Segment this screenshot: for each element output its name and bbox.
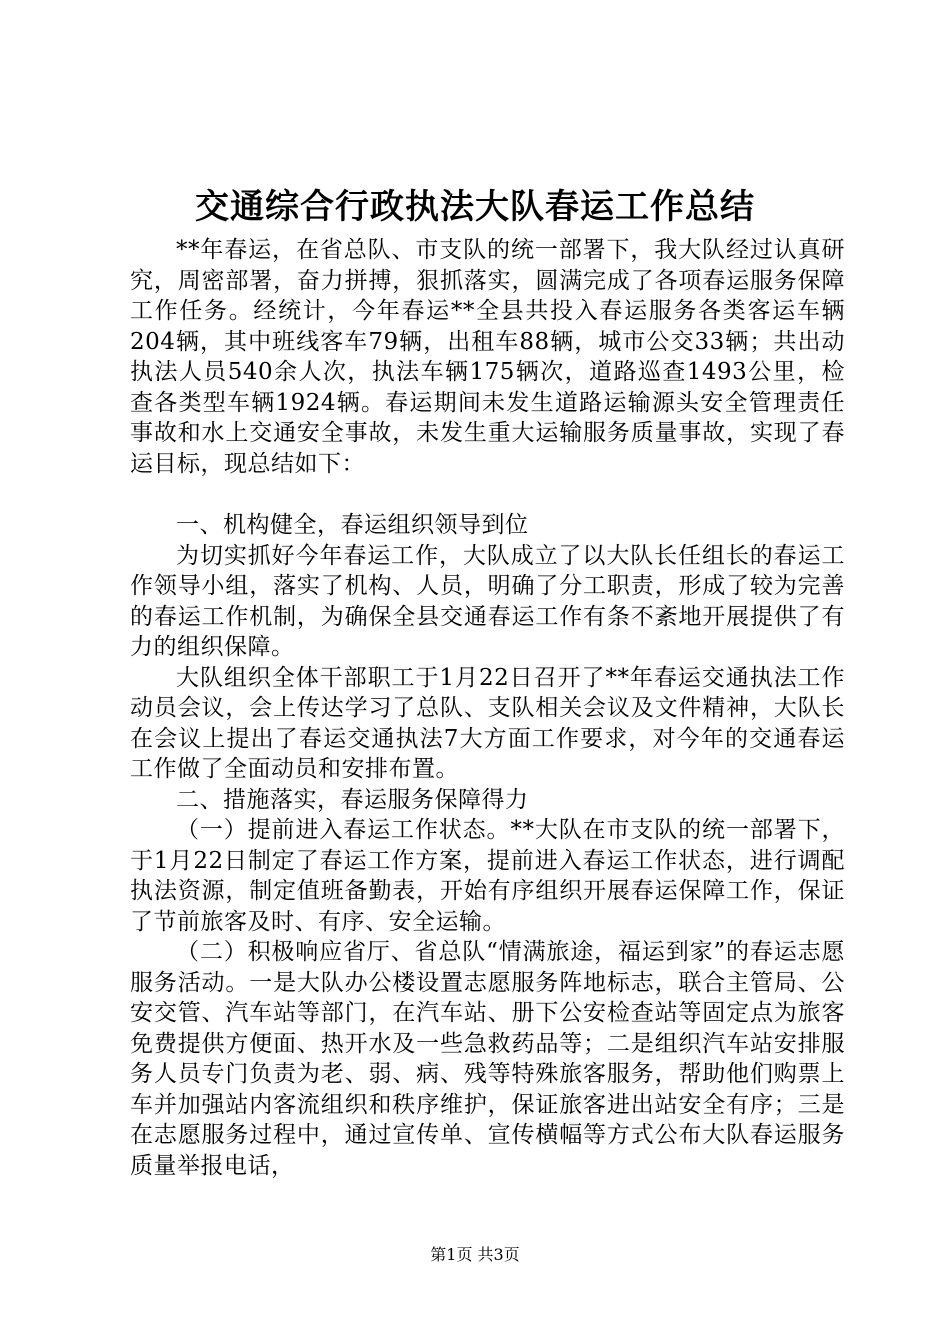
- document-body: [130, 235, 845, 1181]
- section-heading-2: 二、措施落实，春运服务保障得力: [176, 786, 529, 813]
- body-paragraph: （二）积极响应省厅、省总队“情满旅途，福运到家”的春运志愿服务活动。一是大队办公楼设置志愿服务阵地标志，联合主管局、公安交管、汽车站等部门，在汽车站、册下公安检查站等固定点为旅客免费提供方便面、热开水及一些急救药品等；二是组织汽车站安排服务人员专门负责为老、弱、病、残等特殊旅客服务，帮助他们购票上车并加强站内客流组织和秩序维护，保证旅客进出站安全有序；三是在志愿服务过程中，通过宣传单、宣传横幅等方式公布大队春运服务质量举报电话，: [130, 939, 845, 1179]
- body-paragraph: 为切实抓好今年春运工作，大队成立了以大队长任组长的春运工作领导小组，落实了机构、人员，明确了分工职责，形成了较为完善的春运工作机制，为确保全县交通春运工作有条不紊地开展提供了有力的组织保障。: [130, 542, 845, 660]
- section-heading-1: 一、机构健全，春运组织领导到位: [176, 512, 529, 538]
- intro-paragraph: **年春运，在省总队、市支队的统一部署下，我大队经过认真研究，周密部署，奋力拼搏，狠抓落实，圆满完成了各项春运服务保障工作任务。经统计，今年春运**全县共投入春运服务各类客运车辆204辆，其中班线客车79辆，出租车88辆，城市公交33辆；共出动执法人员540余人次，执法车辆175辆次，道路巡查1493公里，检查各类型车辆1924辆。春运期间未发生道路运输源头安全管理责任事故和水上交通安全事故，未发生重大运输服务质量事故，实现了春运目标，现总结如下：: [130, 237, 845, 477]
- document-title: 交通综合行政执法大队春运工作总结: [195, 187, 755, 227]
- body-paragraph: 大队组织全体干部职工于1月22日召开了**年春运交通执法工作动员会议，会上传达学习了总队、支队相关会议及文件精神，大队长在会议上提出了春运交通执法7大方面工作要求，对今年的交通春运工作做了全面动员和安排布置。: [130, 664, 845, 782]
- page-footer: 第1页 共3页: [430, 1245, 520, 1264]
- body-paragraph: （一）提前进入春运工作状态。**大队在市支队的统一部署下，于1月22日制定了春运工作方案，提前进入春运工作状态，进行调配执法资源，制定值班备勤表，开始有序组织开展春运保障工作，保证了节前旅客及时、有序、安全运输。: [130, 817, 845, 935]
